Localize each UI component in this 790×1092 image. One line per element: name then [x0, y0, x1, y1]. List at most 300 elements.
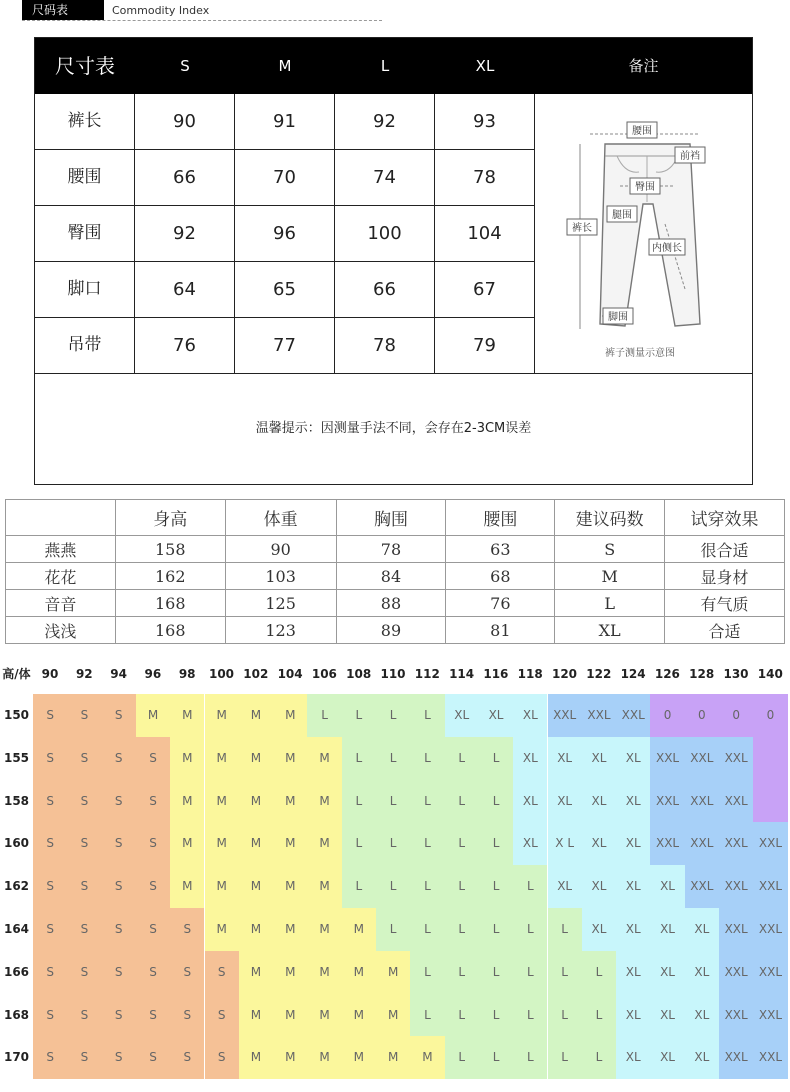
grid-cell: S — [170, 994, 204, 1037]
grid-cell: L — [445, 865, 479, 908]
fit-cell: 78 — [336, 536, 446, 563]
header-cell: 腰围 — [446, 500, 555, 536]
label-hem: 脚围 — [608, 312, 628, 323]
table-row — [6, 536, 785, 563]
grid-cell: XL — [685, 994, 719, 1037]
grid-cell: M — [376, 994, 410, 1037]
grid-cell: XXL — [719, 994, 753, 1037]
grid-cell: S — [33, 822, 67, 865]
grid-cell: M — [307, 865, 341, 908]
pants-diagram-svg — [535, 94, 752, 374]
grid-cell: 0 — [650, 694, 684, 737]
fit-cell: 123 — [225, 617, 336, 644]
grid-cell: M — [273, 951, 307, 994]
grid-cell: S — [33, 865, 67, 908]
height-row-label: 166 — [3, 964, 30, 979]
weight-col-label: 128 — [689, 667, 715, 681]
table-row — [6, 617, 785, 644]
grid-cell: L — [479, 1036, 513, 1079]
grid-cell: S — [33, 780, 67, 823]
grid-cell: S — [136, 865, 170, 908]
header-cell: 体重 — [225, 500, 336, 536]
weight-col-label: 90 — [41, 667, 59, 681]
cell-value: 74 — [335, 150, 435, 205]
grid-cell: S — [102, 780, 136, 823]
label-inseam: 内侧长 — [652, 243, 682, 254]
fit-table — [5, 499, 785, 644]
grid-cell: L — [410, 994, 444, 1037]
grid-cell: XXL — [753, 1036, 787, 1079]
row-label: 脚口 — [35, 262, 135, 317]
size-col-m: M — [278, 57, 292, 75]
grid-cell: S — [205, 1036, 239, 1079]
grid-cell: L — [513, 951, 547, 994]
label-hip: 臀围 — [635, 182, 655, 193]
grid-cell: L — [479, 822, 513, 865]
header-subtitle: Commodity Index — [112, 4, 210, 17]
height-row-label: 164 — [3, 922, 30, 936]
label-thigh: 腿围 — [612, 210, 632, 221]
grid-cell: L — [342, 822, 376, 865]
grid-cell: L — [445, 951, 479, 994]
fit-cell: 花花 — [6, 563, 116, 590]
grid-cell: XL — [685, 1036, 719, 1079]
fit-cell: 168 — [115, 617, 225, 644]
grid-cell: L — [410, 694, 444, 737]
height-row-label: 150 — [3, 708, 30, 722]
cell-value: 79 — [435, 318, 535, 373]
grid-cell: L — [445, 1036, 479, 1079]
cell-value: 66 — [135, 150, 235, 205]
grid-cell: M — [239, 994, 273, 1037]
grid-cell: M — [273, 908, 307, 951]
fit-cell: 很合适 — [665, 536, 785, 563]
grid-cell: XXL — [719, 780, 753, 823]
fit-cell: 84 — [336, 563, 446, 590]
grid-cell: XXL — [650, 780, 684, 823]
grid-cell: M — [239, 951, 273, 994]
grid-cell: XL — [650, 908, 684, 951]
grid-cell: S — [33, 694, 67, 737]
grid-cell: L — [479, 737, 513, 780]
pants-measure-diagram — [535, 94, 752, 374]
grid-cell: L — [582, 951, 616, 994]
fit-cell: L — [555, 590, 665, 617]
weight-col-label: 98 — [178, 667, 196, 681]
grid-cell: L — [376, 780, 410, 823]
size-recommendation-grid — [33, 694, 789, 1080]
fit-cell: 90 — [225, 536, 336, 563]
label-waist: 腰围 — [632, 126, 652, 137]
grid-cell: M — [239, 737, 273, 780]
grid-cell: S — [67, 822, 101, 865]
grid-cell: XXL — [685, 822, 719, 865]
grid-cell: S — [136, 908, 170, 951]
grid-cell: S — [170, 1036, 204, 1079]
grid-cell: XL — [582, 737, 616, 780]
table-row — [6, 590, 785, 617]
fit-cell: 158 — [115, 536, 225, 563]
grid-cell: M — [205, 694, 239, 737]
grid-cell: S — [102, 951, 136, 994]
grid-cell — [753, 737, 787, 780]
weight-col-label: 130 — [723, 667, 749, 681]
grid-cell: S — [170, 951, 204, 994]
grid-cell: M — [205, 822, 239, 865]
header-cell — [6, 500, 116, 536]
weight-col-label: 110 — [380, 667, 406, 681]
grid-cell: L — [548, 994, 582, 1037]
grid-cell: S — [102, 737, 136, 780]
size-col-s: S — [180, 57, 190, 75]
grid-cell: XL — [616, 737, 650, 780]
size-row — [35, 318, 535, 374]
fit-cell: 125 — [225, 590, 336, 617]
grid-cell: M — [376, 1036, 410, 1079]
grid-cell: M — [170, 822, 204, 865]
grid-cell: XL — [616, 822, 650, 865]
grid-cell: L — [479, 865, 513, 908]
fit-cell: 76 — [446, 590, 555, 617]
grid-cell: S — [33, 994, 67, 1037]
grid-cell: M — [170, 694, 204, 737]
grid-cell: XXL — [719, 908, 753, 951]
grid-cell: L — [548, 951, 582, 994]
grid-cell: M — [273, 822, 307, 865]
weight-col-label: 124 — [620, 667, 646, 681]
grid-cell: XL — [582, 780, 616, 823]
weight-col-label: 92 — [75, 667, 93, 681]
cell-value: 93 — [435, 94, 535, 149]
grid-cell: XL — [616, 780, 650, 823]
grid-cell: L — [445, 994, 479, 1037]
cell-value: 92 — [335, 94, 435, 149]
grid-cell: XXL — [685, 737, 719, 780]
grid-cell: XL — [548, 737, 582, 780]
grid-cell: S — [67, 994, 101, 1037]
cell-value: 90 — [135, 94, 235, 149]
grid-cell: M — [239, 694, 273, 737]
grid-cell: L — [513, 865, 547, 908]
grid-cell: L — [445, 737, 479, 780]
fit-cell: 162 — [115, 563, 225, 590]
grid-cell: XXL — [753, 994, 787, 1037]
cell-value: 96 — [235, 206, 335, 261]
fit-cell: M — [555, 563, 665, 590]
size-row — [35, 206, 535, 262]
grid-cell: L — [307, 694, 341, 737]
grid-cell: 0 — [753, 694, 787, 737]
grid-cell: S — [33, 1036, 67, 1079]
cell-value: 104 — [435, 206, 535, 261]
grid-cell: XXL — [719, 737, 753, 780]
height-row-label: 158 — [3, 793, 30, 808]
grid-cell: L — [582, 994, 616, 1037]
grid-cell: L — [445, 780, 479, 823]
fit-cell: 103 — [225, 563, 336, 590]
grid-cell: XL — [445, 694, 479, 737]
grid-cell: XL — [616, 865, 650, 908]
weight-col-label: 116 — [483, 667, 509, 681]
cell-value: 77 — [235, 318, 335, 373]
height-row-label: 162 — [3, 879, 30, 894]
grid-cell: M — [342, 1036, 376, 1079]
note-header: 备注 — [628, 57, 659, 75]
grid-cell: S — [33, 951, 67, 994]
grid-cell: XL — [513, 780, 547, 823]
grid-cell: XXL — [719, 1036, 753, 1079]
grid-cell: M — [376, 951, 410, 994]
grid-cell: M — [273, 865, 307, 908]
grid-cell: L — [376, 822, 410, 865]
grid-cell: XL — [616, 1036, 650, 1079]
header-cell: 身高 — [115, 500, 225, 536]
grid-cell: M — [205, 780, 239, 823]
grid-cell: 0 — [685, 694, 719, 737]
grid-cell: M — [273, 994, 307, 1037]
grid-cell: L — [410, 865, 444, 908]
grid-cell: XXL — [753, 908, 787, 951]
grid-cell: M — [342, 908, 376, 951]
cell-value: 66 — [335, 262, 435, 317]
grid-cell: S — [67, 908, 101, 951]
weight-col-label: 126 — [654, 667, 680, 681]
grid-cell: XL — [513, 737, 547, 780]
fit-cell: 音音 — [6, 590, 116, 617]
fit-cell: XL — [555, 617, 665, 644]
grid-cell: M — [170, 865, 204, 908]
grid-cell: L — [479, 951, 513, 994]
size-col-xl: XL — [475, 57, 495, 75]
grid-cell: M — [342, 994, 376, 1037]
grid-cell: S — [136, 780, 170, 823]
grid-cell: XXL — [753, 865, 787, 908]
grid-cell: S — [67, 951, 101, 994]
grid-cell: XXL — [650, 822, 684, 865]
fit-cell: 63 — [446, 536, 555, 563]
header-cell: 胸围 — [336, 500, 446, 536]
cell-value: 67 — [435, 262, 535, 317]
grid-cell: XXL — [616, 694, 650, 737]
weight-col-label: 102 — [243, 667, 269, 681]
size-table — [34, 37, 753, 485]
header-cell: 试穿效果 — [665, 500, 785, 536]
header-cell: 建议码数 — [555, 500, 665, 536]
fit-cell: 168 — [115, 590, 225, 617]
fit-cell: 68 — [446, 563, 555, 590]
grid-corner: 高/体 — [2, 667, 31, 681]
grid-cell: M — [239, 822, 273, 865]
grid-cell: M — [307, 951, 341, 994]
grid-cell: XXL — [685, 780, 719, 823]
grid-cell: XXL — [582, 694, 616, 737]
grid-cell: XXL — [753, 822, 787, 865]
grid-cell: S — [67, 1036, 101, 1079]
row-label: 腰围 — [35, 150, 135, 205]
size-row — [35, 262, 535, 318]
size-table-corner: 尺寸表 — [55, 54, 115, 78]
grid-cell: L — [513, 1036, 547, 1079]
grid-cell: S — [136, 822, 170, 865]
grid-cell: M — [307, 908, 341, 951]
grid-cell: S — [102, 1036, 136, 1079]
grid-cell: XL — [616, 951, 650, 994]
grid-cell: M — [205, 737, 239, 780]
weight-col-label: 104 — [277, 667, 303, 681]
weight-col-label: 118 — [517, 667, 543, 681]
grid-cell: M — [307, 737, 341, 780]
grid-cell: S — [136, 951, 170, 994]
weight-col-label: 120 — [551, 667, 578, 681]
grid-cell: XXL — [650, 737, 684, 780]
grid-cell: S — [205, 994, 239, 1037]
grid-cell: S — [67, 737, 101, 780]
height-row-label: 160 — [3, 836, 30, 851]
weight-col-label: 122 — [586, 667, 612, 681]
grid-cell: L — [410, 822, 444, 865]
grid-cell: XL — [582, 822, 616, 865]
grid-cell: L — [445, 822, 479, 865]
grid-cell: XXL — [719, 822, 753, 865]
cell-value: 76 — [135, 318, 235, 373]
weight-col-label: 94 — [110, 667, 127, 681]
label-length: 裤长 — [572, 223, 592, 234]
grid-cell: S — [67, 694, 101, 737]
grid-cell: L — [445, 908, 479, 951]
grid-cell: XL — [685, 908, 719, 951]
grid-cell: M — [170, 737, 204, 780]
grid-cell: XL — [479, 694, 513, 737]
grid-cell: XL — [616, 994, 650, 1037]
height-row-label: 170 — [3, 1050, 30, 1065]
grid-cell: M — [239, 865, 273, 908]
grid-cell: XL — [548, 780, 582, 823]
grid-cell: L — [376, 865, 410, 908]
cell-value: 70 — [235, 150, 335, 205]
grid-cell: XXL — [753, 951, 787, 994]
cell-value: 91 — [235, 94, 335, 149]
row-label: 裤长 — [35, 94, 135, 149]
grid-cell: M — [239, 908, 273, 951]
grid-cell: XL — [582, 908, 616, 951]
grid-cell: L — [513, 994, 547, 1037]
grid-cell: M — [307, 1036, 341, 1079]
grid-cell: M — [342, 951, 376, 994]
grid-cell: M — [273, 694, 307, 737]
row-label: 臀围 — [35, 206, 135, 261]
grid-cell: L — [479, 908, 513, 951]
grid-cell: L — [479, 994, 513, 1037]
grid-cell: X L — [548, 822, 582, 865]
grid-cell: M — [273, 1036, 307, 1079]
size-row — [35, 94, 535, 150]
fit-cell: 浅浅 — [6, 617, 116, 644]
grid-cell: 0 — [719, 694, 753, 737]
grid-cell: L — [410, 780, 444, 823]
cell-value: 64 — [135, 262, 235, 317]
weight-col-label: 100 — [208, 667, 235, 681]
cell-value: 100 — [335, 206, 435, 261]
grid-cell: S — [33, 737, 67, 780]
grid-cell: S — [136, 737, 170, 780]
fit-cell: S — [555, 536, 665, 563]
grid-cell: M — [273, 737, 307, 780]
fit-cell: 81 — [446, 617, 555, 644]
table-row — [6, 563, 785, 590]
grid-cell: S — [102, 865, 136, 908]
height-row-label: 155 — [3, 750, 30, 765]
grid-cell: XL — [685, 951, 719, 994]
grid-cell: L — [376, 737, 410, 780]
grid-cell: L — [342, 694, 376, 737]
grid-cell: XL — [616, 908, 650, 951]
grid-cell: XXL — [548, 694, 582, 737]
grid-cell: S — [102, 908, 136, 951]
grid-cell: L — [582, 1036, 616, 1079]
grid-cell: L — [548, 908, 582, 951]
row-label: 吊带 — [35, 318, 135, 373]
grid-cell: XL — [650, 951, 684, 994]
grid-cell: M — [307, 780, 341, 823]
grid-cell: XXL — [719, 951, 753, 994]
weight-col-label: 96 — [144, 667, 162, 681]
grid-cell: L — [410, 951, 444, 994]
weight-col-label: 140 — [757, 667, 783, 681]
grid-cell: XXL — [685, 865, 719, 908]
grid-cell: M — [307, 822, 341, 865]
grid-cell: M — [205, 908, 239, 951]
fit-cell: 89 — [336, 617, 446, 644]
measurement-tip: 温馨提示：因测量手法不同，会存在2-3CM误差 — [255, 421, 532, 436]
grid-cell: XL — [513, 694, 547, 737]
grid-cell: L — [548, 1036, 582, 1079]
grid-cell: XL — [650, 865, 684, 908]
cell-value: 78 — [335, 318, 435, 373]
grid-cell: L — [479, 780, 513, 823]
weight-col-label: 108 — [346, 667, 372, 681]
grid-cell: S — [136, 1036, 170, 1079]
grid-cell: XL — [582, 865, 616, 908]
height-row-label: 168 — [3, 1007, 30, 1022]
grid-cell: L — [410, 908, 444, 951]
grid-cell: XXL — [719, 865, 753, 908]
section-header — [22, 0, 790, 22]
grid-cell: M — [273, 780, 307, 823]
fit-cell: 有气质 — [665, 590, 785, 617]
grid-cell: L — [342, 737, 376, 780]
grid-cell: M — [410, 1036, 444, 1079]
cell-value: 65 — [235, 262, 335, 317]
grid-cell: L — [342, 865, 376, 908]
grid-cell: M — [239, 780, 273, 823]
grid-cell: XL — [650, 994, 684, 1037]
grid-cell: M — [136, 694, 170, 737]
fit-cell: 显身材 — [665, 563, 785, 590]
grid-cell: XL — [548, 865, 582, 908]
cell-value: 92 — [135, 206, 235, 261]
size-col-l: L — [380, 57, 390, 75]
grid-cell: S — [33, 908, 67, 951]
grid-cell: S — [205, 951, 239, 994]
grid-cell: L — [513, 908, 547, 951]
grid-cell: L — [376, 694, 410, 737]
fit-table-header — [6, 500, 785, 536]
grid-cell: L — [410, 737, 444, 780]
grid-cell: L — [376, 908, 410, 951]
fit-cell: 88 — [336, 590, 446, 617]
weight-col-label: 112 — [414, 667, 440, 681]
cell-value: 78 — [435, 150, 535, 205]
